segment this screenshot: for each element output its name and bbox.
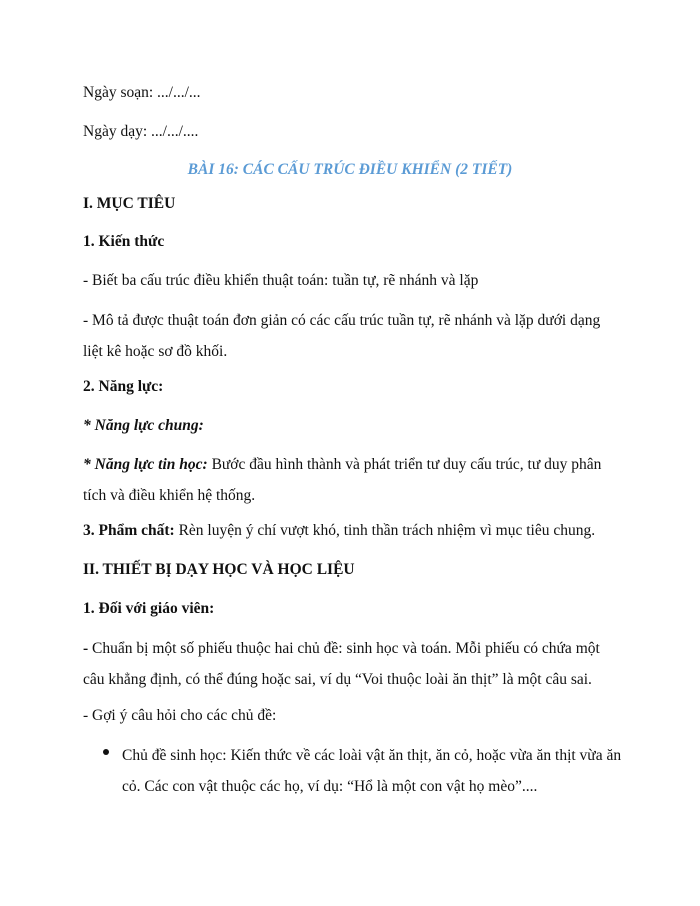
giao-vien-item-1-text: Chuẩn bị một số phiếu thuộc hai chủ đề: sinh học và toán. Mỗi phiếu có chứa một câu khẳng định, có thể đúng hoặc sai, ví dụ “Voi thuộc loài ăn thịt” là một câu sai. bbox=[83, 640, 600, 688]
bullet-dot-icon bbox=[103, 749, 109, 755]
giao-vien-item-2: - Gợi ý câu hỏi cho các chủ đề: bbox=[83, 707, 277, 724]
ngay-soan: Ngày soạn: .../.../... bbox=[83, 84, 201, 101]
ngay-day: Ngày dạy: .../.../.... bbox=[83, 123, 199, 140]
giao-vien-item-1 bbox=[83, 633, 623, 695]
nang-luc-tin-hoc-label: * Năng lực tin học: bbox=[83, 456, 208, 473]
kien-thuc-item-1: - Biết ba cấu trúc điều khiển thuật toán: tuần tự, rẽ nhánh và lặp bbox=[83, 272, 479, 289]
heading-thiet-bi: II. THIẾT BỊ DẠY HỌC VÀ HỌC LIỆU bbox=[83, 561, 355, 578]
pham-chat bbox=[83, 522, 595, 540]
heading-nang-luc: 2. Năng lực: bbox=[83, 378, 164, 395]
nang-luc-tin-hoc-text: Bước đầu hình thành và phát triển tư duy cấu trúc, tư duy phân tích và điều khiển hệ thống. bbox=[83, 456, 602, 504]
nang-luc-tin-hoc bbox=[83, 449, 623, 511]
heading-kien-thuc: 1. Kiến thức bbox=[83, 233, 165, 250]
lesson-title: BÀI 16: CÁC CẤU TRÚC ĐIỀU KHIỂN (2 TIẾT) bbox=[187, 161, 513, 178]
nang-luc-chung: * Năng lực chung: bbox=[83, 417, 204, 434]
heading-muc-tieu: I. MỤC TIÊU bbox=[83, 195, 176, 212]
pham-chat-label: 3. Phẩm chất: bbox=[83, 522, 175, 539]
pham-chat-text: Rèn luyện ý chí vượt khó, tinh thần trách nhiệm vì mục tiêu chung. bbox=[174, 522, 596, 539]
bullet-text: Chủ đề sinh học: Kiến thức về các loài vật ăn thịt, ăn cỏ, hoặc vừa ăn thịt vừa ăn cỏ. Các con vật thuộc các họ, ví dụ: “Hổ là một con vật họ mèo”.... bbox=[122, 747, 622, 795]
giao-vien-item-1-dash: - bbox=[83, 640, 89, 657]
heading-giao-vien: 1. Đối với giáo viên: bbox=[83, 600, 215, 617]
kien-thuc-item-2: - Mô tả được thuật toán đơn giản có các cấu trúc tuần tự, rẽ nhánh và lặp dưới dạng liệt kê hoặc sơ đồ khối. bbox=[83, 312, 601, 360]
